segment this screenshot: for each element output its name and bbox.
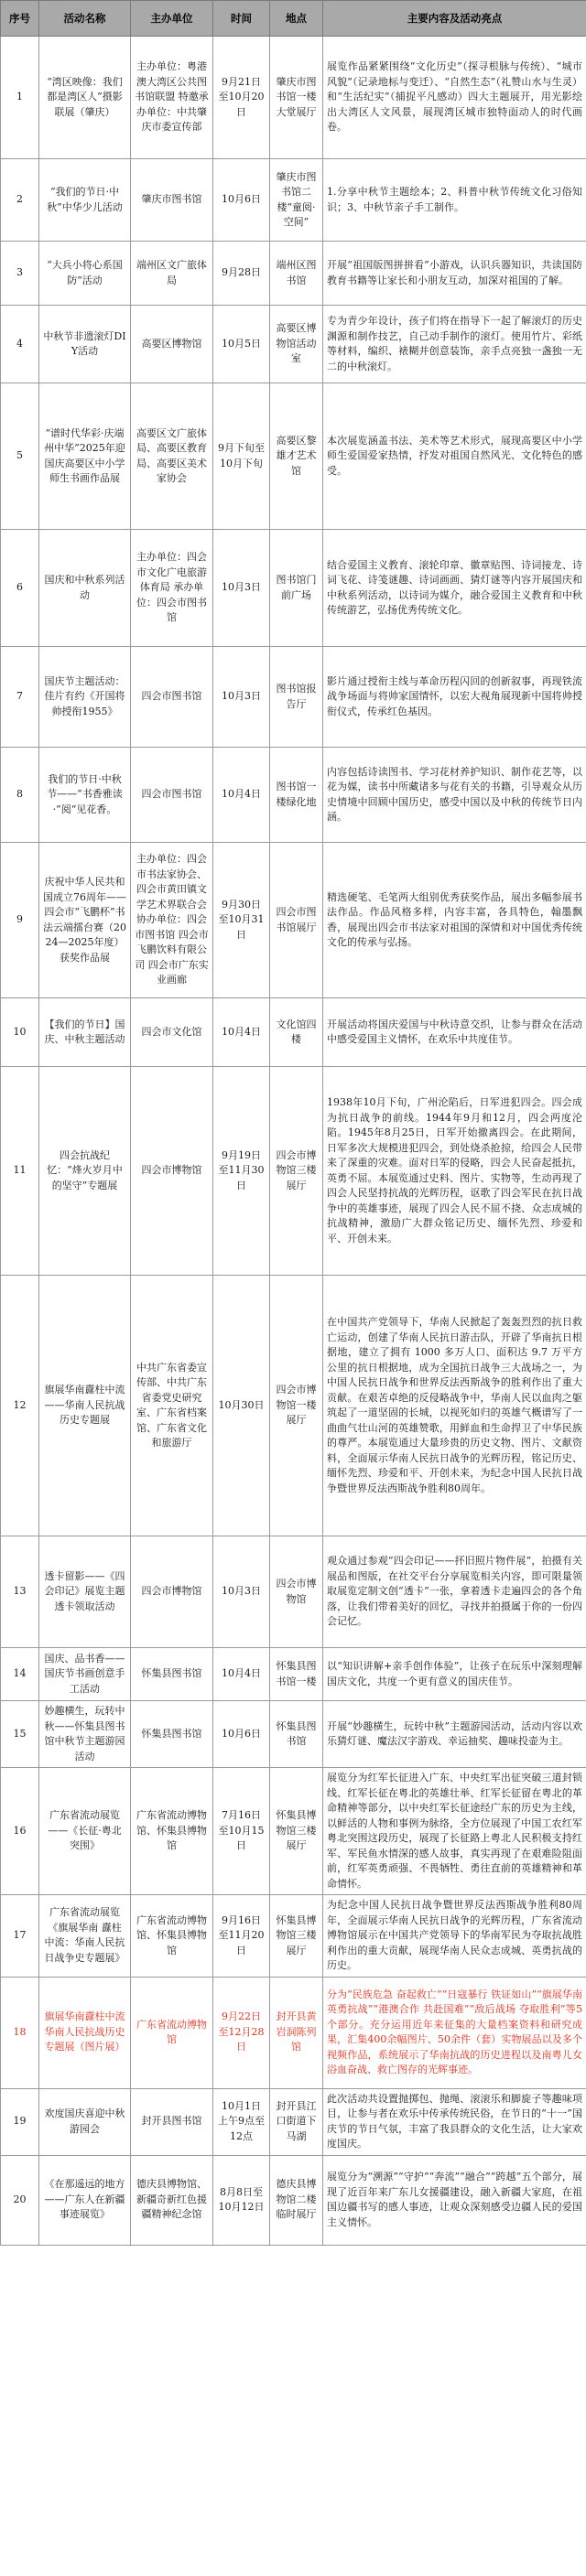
cell-org: 四会市文化馆 (131, 998, 213, 1067)
cell-no: 8 (1, 748, 39, 843)
cell-desc: 结合爱国主义教育、滚轮印章、徽章贴图、诗词接龙、诗词飞花、诗笺谜趣、诗词画画、猜灯谜等内容开展国庆和中秋系列活动，以诗词为媒介，融合爱国主义教育和中秋传统游艺，弘扬优秀传统文化。 (323, 530, 586, 647)
cell-org: 四会市图书馆 (131, 748, 213, 843)
header-org: 主办单位 (131, 1, 213, 37)
table-row (1, 998, 586, 1067)
header-name: 活动名称 (39, 1, 131, 37)
cell-time: 10月6日 (213, 1701, 270, 1768)
cell-no: 18 (1, 1977, 39, 2088)
cell-org: 高要区文广旅体局、高要区教育局、高要区美术家协会 (131, 383, 213, 530)
table-row (1, 159, 586, 242)
table-row (1, 1536, 586, 1648)
cell-time: 10月4日 (213, 1648, 270, 1701)
cell-name: 欢度国庆喜迎中秋游园会 (39, 2088, 131, 2155)
cell-desc: 展览作品紧紧围绕“文化历史”（探寻根脉与传统）、“城市风貌”（记录地标与变迁）、“自然生态”（礼赞山水与生灵）和“生活纪实”（捕捉平凡感动）四大主题展开，用光影绘出大湾区人文风景，展现湾区城市独特面动人的时代画卷。 (323, 37, 586, 159)
cell-place: 四会市博物馆三楼展厅 (270, 1067, 323, 1276)
cell-name: 妙趣横生，玩转中秋——怀集县图书馆中秋节主题游园活动 (39, 1701, 131, 1768)
cell-time: 10月4日 (213, 748, 270, 843)
cell-desc: 分为“民族危急 奋起救亡”“日寇暴行 铁证如山”“旗展华南 英勇抗战”“港澳合作 共赴国难”“敌后战场 夺取胜利”等5个部分。充分运用近年来征集的大量档案资料和研究成果，汇集400余幅图片、50余件（套）实物展品以及多个视频作品，系统展示了华南抗战的历史进程以及南粤儿女浴血奋战、救亡图存的光辉事迹。 (323, 1977, 586, 2088)
cell-place: 怀集县图书馆一楼 (270, 1648, 323, 1701)
cell-no: 9 (1, 843, 39, 998)
cell-desc: 本次展览涵盖书法、美术等艺术形式，展现高要区中小学师生爱国爱家热情，抒发对祖国自然风光、文化特色的感受。 (323, 383, 586, 530)
cell-no: 4 (1, 306, 39, 383)
cell-name: 中秋节非遗滚灯DIY活动 (39, 306, 131, 383)
cell-place: 高要区黎雄才艺术馆 (270, 383, 323, 530)
table-row (1, 1768, 586, 1895)
cell-time: 10月3日 (213, 530, 270, 647)
cell-org: 四会市图书馆 (131, 647, 213, 748)
cell-name: “谱时代华彩·庆端州中华”2025年迎国庆高要区中小学师生书画作品展 (39, 383, 131, 530)
cell-desc: 专为青少年设计，孩子们将在指导下一起了解滚灯的历史渊源和制作技艺，自己动手制作的滚灯。使用竹片、彩纸等材料，编织、裱糊并创意装饰，亲手点亮独一盏独一无二的中秋滚灯。 (323, 306, 586, 383)
cell-name: 庆祝中华人民共和国成立76周年——四会市“飞鹏杯”书法云端擂台赛（2024—2025年度）获奖作品展 (39, 843, 131, 998)
cell-desc: 展览分为“溯源”“守护”“奔流”“融合”“跨越”五个部分，展现了近百年来广东儿女援疆建设，融入新疆大家庭，在祖国边疆书写的感人事迹，让观众深刻感受边疆人民的爱国主义情怀。 (323, 2155, 586, 2245)
table-row (1, 383, 586, 530)
cell-org: 广东省流动博物馆、怀集县博物馆 (131, 1895, 213, 1978)
cell-no: 6 (1, 530, 39, 647)
cell-no: 15 (1, 1701, 39, 1768)
cell-time: 9月28日 (213, 242, 270, 306)
cell-place: 图书馆报告厅 (270, 647, 323, 748)
cell-org: 封开县图书馆 (131, 2088, 213, 2155)
table-row-highlighted (1, 1977, 586, 2088)
table-row (1, 242, 586, 306)
cell-desc: 以“知识讲解+亲手创作体验”，让孩子在玩乐中深刻理解国庆文化，共度一个更有意义的国庆佳节。 (323, 1648, 586, 1701)
cell-place: 肇庆市图书馆二楼“童阅·空间” (270, 159, 323, 242)
cell-name: 我们的节日·中秋节——“书香雅读·”阅“见花香。 (39, 748, 131, 843)
cell-place: 图书馆一楼绿化地 (270, 748, 323, 843)
cell-place: 高要区博物馆活动室 (270, 306, 323, 383)
cell-no: 5 (1, 383, 39, 530)
cell-time: 8月8日至10月12日 (213, 2155, 270, 2245)
cell-no: 20 (1, 2155, 39, 2245)
cell-time: 10月3日 (213, 647, 270, 748)
cell-org: 肇庆市图书馆 (131, 159, 213, 242)
cell-no: 7 (1, 647, 39, 748)
cell-time: 10月3日 (213, 1536, 270, 1648)
cell-org: 怀集县图书馆 (131, 1701, 213, 1768)
cell-org: 中共广东省委宣传部、中共广东省委党史研究室、广东省档案馆、广东省文化和旅游厅 (131, 1276, 213, 1536)
table-header-row (1, 1, 586, 37)
table-row (1, 1648, 586, 1701)
cell-no: 19 (1, 2088, 39, 2155)
cell-name: 旗展华南纛柱中流——华南人民抗战历史专题展 (39, 1276, 131, 1536)
cell-place: 端州区图书馆 (270, 242, 323, 306)
cell-desc: 此次活动共设置抛掷包、抛绳、滚滚乐和脚旋子等趣味项目，让参与者在欢乐中传承传统民俗，在节日的“十一”国庆节的节日气氛，丰富了我县群众的文化生活，让大家欢度国庆。 (323, 2088, 586, 2155)
cell-place: 四会市博物馆 (270, 1536, 323, 1648)
table-row (1, 1276, 586, 1536)
table-row (1, 2088, 586, 2155)
cell-time: 10月6日 (213, 159, 270, 242)
cell-desc: 精选硬笔、毛笔两大组别优秀获奖作品，展出多幅参展书法作品。作品风格多样，内容丰富，各具特色，翰墨飘香，展现出四会市书法家对祖国的深情和对中国优秀传统文化的传承与弘扬。 (323, 843, 586, 998)
table-row (1, 530, 586, 647)
cell-org: 四会市博物馆 (131, 1536, 213, 1648)
cell-org: 德庆县博物馆、新疆奇新红色援疆精神纪念馆 (131, 2155, 213, 2245)
cell-place: 文化馆四楼 (270, 998, 323, 1067)
cell-no: 16 (1, 1768, 39, 1895)
cell-name: 旗展华南纛柱中流华南人民抗战历史专题展（图片展） (39, 1977, 131, 2088)
cell-no: 10 (1, 998, 39, 1067)
cell-org: 广东省流动博物馆、怀集县博物馆 (131, 1768, 213, 1895)
cell-time: 10月1日上午9点至12点 (213, 2088, 270, 2155)
cell-time: 9月16日至11月20日 (213, 1895, 270, 1978)
cell-org: 四会市博物馆 (131, 1067, 213, 1276)
cell-name: 《在那遥远的地方——广东人在新疆事迹展览》 (39, 2155, 131, 2245)
header-no: 序号 (1, 1, 39, 37)
cell-no: 3 (1, 242, 39, 306)
table-row (1, 2155, 586, 2245)
cell-name: 透卡留影——《四会印记》展览主题透卡领取活动 (39, 1536, 131, 1648)
table-row (1, 1067, 586, 1276)
cell-no: 17 (1, 1895, 39, 1978)
table-row (1, 748, 586, 843)
table-row (1, 1701, 586, 1768)
cell-name: 广东省流动展览——《长征·粤北突围》 (39, 1768, 131, 1895)
cell-place: 封开县黄岩洞陈列馆 (270, 1977, 323, 2088)
cell-place: 四会市博物馆一楼展厅 (270, 1276, 323, 1536)
cell-time: 10月30日 (213, 1276, 270, 1536)
table-row (1, 1895, 586, 1978)
table-row (1, 843, 586, 998)
table-row (1, 306, 586, 383)
cell-desc: 1938年10月下旬，广州沦陷后，日军进犯四会。四会成为抗日战争的前线。1944年9月和12月，四会两度沦陷。1945年8月25日，日军开始撤离四会。在此期间，日军多次大规模进犯四会，到处烧杀抢掠，给四会人民带来了深重的灾难。面对日军的侵略，四会人民奋起抵抗，英勇不屈。本展览通过史料、图片、实物等，生动再现了四会人民坚持抗战的光辉历程，讴歌了四会军民在抗日战争中的英雄事迹，展现了四会人民不屈不挠、众志成城的抗战精神，激励广大群众铭记历史、缅怀先烈、珍爱和平、开创未来。 (323, 1067, 586, 1276)
header-place: 地点 (270, 1, 323, 37)
cell-no: 12 (1, 1276, 39, 1536)
cell-desc: 在中国共产党领导下，华南人民掀起了轰轰烈烈的抗日救亡运动，创建了华南人民抗日游击队，开辟了华南抗日根据地，建立了拥有 1000 多万人口、面积达 9.7 万平方公里的抗日根据地，成为全国抗日战争三大战场之一，为中国人民抗日战争和世界反法西斯战争的胜利作出了重大贡献。在艰苦卓绝的反侵略战争中，华南人民以血肉之躯筑起了一道坚固的长城，以视死如归的英雄气概谱写了一曲曲气壮山河的英雄赞歌，用鲜血和生命捍卫了中华民族的尊严。本展览通过大量珍贵的历史文物、图片、文献资料，全面展示华南人民抗日战争的光辉历程，铭记历史、缅怀先烈、珍爱和平、开创未来，为纪念中国人民抗日战争暨世界反法西斯战争胜利80周年。 (323, 1276, 586, 1536)
cell-desc: 内容包括诗读图书、学习花材养护知识、制作花艺等，以花为媒，读书中所藏诸多与花有关的书籍，引导观众从历史情境中回顾中国历史，感受中国以及中秋的传统节日内涵。 (323, 748, 586, 843)
cell-time: 7月16日至10月15日 (213, 1768, 270, 1895)
cell-time: 9月22日至12月28日 (213, 1977, 270, 2088)
cell-name: “大兵小将心系国防”活动 (39, 242, 131, 306)
cell-desc: 开展“祖国版图拼拼看”小游戏，认识兵器知识，共读国防教育书籍等让家长和小朋友互动，加深对祖国的了解。 (323, 242, 586, 306)
cell-desc: 为纪念中国人民抗日战争暨世界反法西斯战争胜利80周年，全面展示华南人民抗日战争的光辉历程，广东省流动博物馆展示在中国共产党领导下的华南军民为夺取抗战胜利作出的重大贡献，展现华南人民众志成城、英勇抗战的历史。 (323, 1895, 586, 1978)
cell-org: 怀集县图书馆 (131, 1648, 213, 1701)
cell-org: 主办单位：四会市书法家协会、四会市黄田镇文学艺术界联合会 协办单位：四会市图书馆 四会市飞鹏饮料有限公司 四会市广东实业画廊 (131, 843, 213, 998)
cell-place: 封开县江口街道下马湖 (270, 2088, 323, 2155)
cell-desc: 开展“妙趣横生，玩转中秋”主题游园活动，活动内容以欢乐猜灯谜、魔法汉字游戏、幸运抽奖、趣味投壶为主。 (323, 1701, 586, 1768)
cell-desc: 观众通过参观“四会印记——抔旧照片物件展”，拍摄有关展品和图版，在社交平台分享展览相关内容，即可限量领取展览定制文创“透卡”一张，拿着透卡走遍四会的各个角落，让我们带着美好的回忆，寻找并拍摄属于你的一份四会记忆。 (323, 1536, 586, 1648)
cell-time: 9月19日至11月30日 (213, 1067, 270, 1276)
cell-time: 10月5日 (213, 306, 270, 383)
cell-desc: 开展活动将国庆爱国与中秋诗意交织，让参与群众在活动中感受爱国主义情怀，在欢乐中共度佳节。 (323, 998, 586, 1067)
cell-name: 四会抗战纪忆：“烽火岁月中的坚守”专题展 (39, 1067, 131, 1276)
cell-place: 肇庆市图书馆一楼大堂展厅 (270, 37, 323, 159)
cell-org: 广东省流动博物馆 (131, 1977, 213, 2088)
cell-name: 国庆、品书香——国庆节书画创意手工活动 (39, 1648, 131, 1701)
table-row (1, 37, 586, 159)
header-time: 时间 (213, 1, 270, 37)
cell-name: 国庆节主题活动：佳片有约《开国将帅授衔1955》 (39, 647, 131, 748)
cell-place: 怀集县博物馆三楼展厅 (270, 1768, 323, 1895)
table-row (1, 647, 586, 748)
cell-place: 怀集县图书馆 (270, 1701, 323, 1768)
cell-name: 广东省流动展览《旗展华南 纛柱中流：华南人民抗日战争史专题展》 (39, 1895, 131, 1978)
cell-org: 高要区博物馆 (131, 306, 213, 383)
cell-no: 1 (1, 37, 39, 159)
cell-no: 13 (1, 1536, 39, 1648)
cell-name: 国庆和中秋系列活动 (39, 530, 131, 647)
cell-no: 11 (1, 1067, 39, 1276)
cell-place: 怀集县博物馆三楼展厅 (270, 1895, 323, 1978)
cell-desc: 影片通过授衔主线与革命历程闪回的创新叙事，再现铁流战争场面与将帅家国情怀，以宏大视角展现新中国将帅授衔仪式，传承红色基因。 (323, 647, 586, 748)
cell-name: “湾区映像：我们都是湾区人”摄影联展（肇庆） (39, 37, 131, 159)
cell-no: 2 (1, 159, 39, 242)
cell-desc: 1.分享中秋节主题绘本；2、科普中秋节传统文化习俗知识；3、中秋节亲子手工制作。 (323, 159, 586, 242)
cell-time: 9月下旬至10月下旬 (213, 383, 270, 530)
cell-desc: 展览分为红军长征进入广东、中央红军出征突破三道封锁线、红军长征在粤北的英雄壮举、红军长征留在粤北的革命精神等部分，以中央红军长征途经广东的历史为主线，以鲜活的人物和事例为脉络，全方位展现了中国工农红军粤北突围这段历史，展现了长征路上粤北人民积极支持红军、军民鱼水情深的感人故事，真实再现了在艰难险阻面前，红军英勇顽强、不畏牺牲、勇往直前的英雄精神和革命情怀。 (323, 1768, 586, 1895)
cell-time: 10月4日 (213, 998, 270, 1067)
cell-place: 四会市图书馆展厅 (270, 843, 323, 998)
cell-time: 9月30日至10月31日 (213, 843, 270, 998)
cell-no: 14 (1, 1648, 39, 1701)
cell-name: “我们的节日·中秋”中华少儿活动 (39, 159, 131, 242)
cell-time: 9月21日至10月20日 (213, 37, 270, 159)
cell-org: 主办单位：四会市文化广电旅游体育局 承办单位：四会市图书馆 (131, 530, 213, 647)
cell-place: 图书馆门前广场 (270, 530, 323, 647)
cell-org: 端州区文广旅体局 (131, 242, 213, 306)
cell-place: 德庆县博物馆二楼临时展厅 (270, 2155, 323, 2245)
header-desc: 主要内容及活动亮点 (323, 1, 586, 37)
cell-name: 【我们的节日】国庆、中秋主题活动 (39, 998, 131, 1067)
cell-org: 主办单位：粤港澳大湾区公共图书馆联盟 特邀承办单位：中共肇庆市委宣传部 (131, 37, 213, 159)
